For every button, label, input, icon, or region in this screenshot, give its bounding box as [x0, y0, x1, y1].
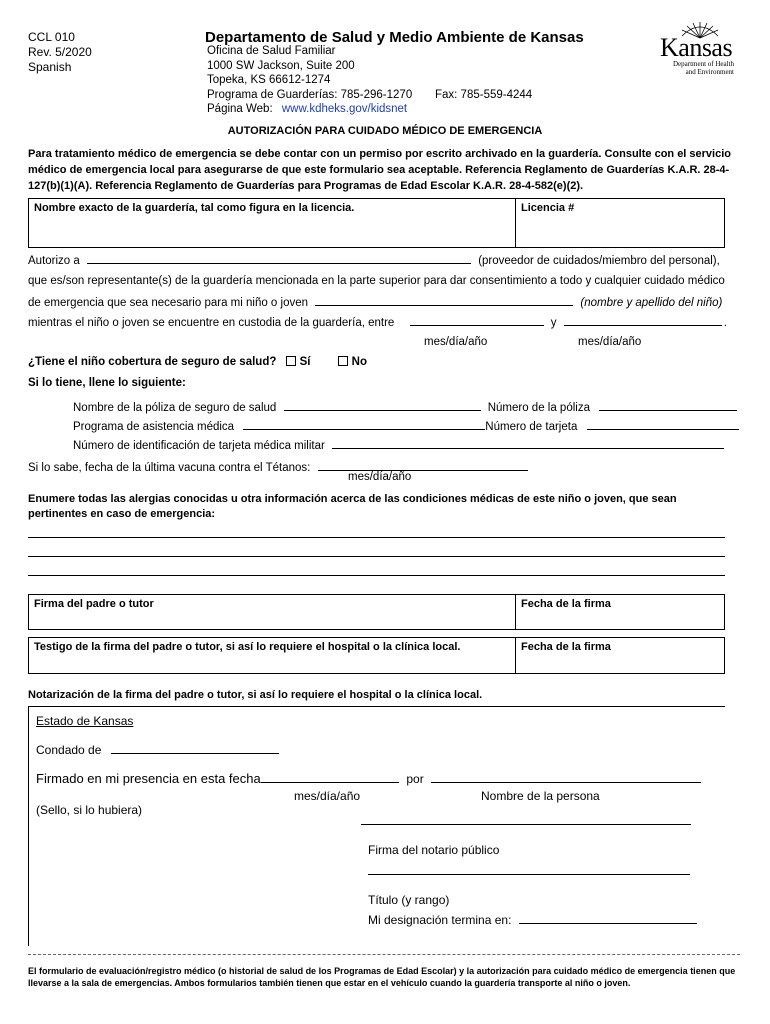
signed-in-presence-label: Firmado en mi presencia en esta fecha — [36, 771, 261, 786]
license-label: Licencia # — [521, 202, 575, 214]
allergies-label: Enumere todas las alergias conocidas u otra información acerca de las condiciones médicas de este niño o joven, que sean pertinentes en caso de emergencia: — [28, 493, 677, 520]
fax-number: Fax: 785-559-4244 — [435, 88, 533, 101]
witness-signature-field[interactable] — [29, 638, 516, 673]
seal-label: (Sello, si lo hubiera) — [36, 803, 143, 817]
signed-date-input[interactable] — [261, 772, 399, 783]
custody-start-hint: mes/día/año — [424, 336, 488, 348]
footer-divider — [28, 954, 740, 955]
medical-program-input[interactable] — [243, 419, 485, 430]
parent-signature-date-field[interactable] — [516, 595, 724, 629]
provider-name-input[interactable] — [87, 253, 471, 264]
authorization-line-2: que es/son representante(s) de la guardería mencionada en la parte superior para dar consentimiento a todo y cualquier cuidado médico — [28, 275, 725, 287]
provider-suffix: (proveedor de cuidados/miembro del personal), — [478, 255, 720, 267]
parent-signature-box — [28, 594, 725, 630]
tetanus-date-hint: mes/día/año — [348, 471, 412, 483]
allergies-line-2[interactable] — [28, 556, 725, 557]
logo-subtitle-2: and Environment — [685, 68, 734, 76]
form-id: CCL 010 — [28, 30, 75, 44]
autorizo-label: Autorizo a — [28, 255, 80, 267]
child-name-row — [28, 295, 722, 309]
military-id-label: Número de identificación de tarjeta médica militar — [73, 440, 325, 452]
tetanus-row — [28, 460, 528, 474]
commission-label: Mi designación termina en: — [368, 913, 512, 927]
child-name-prefix: de emergencia que sea necesario para mi niño o joven — [28, 297, 309, 309]
state-text: Estado de Kansas — [36, 714, 134, 728]
address-line-1: 1000 SW Jackson, Suite 200 — [207, 59, 355, 72]
kdhe-logo — [660, 18, 740, 76]
notary-signature-label: Firma del notario público — [368, 843, 500, 857]
form-id-block — [28, 30, 92, 75]
address-line-2: Topeka, KS 66612-1274 — [207, 74, 331, 86]
logo-wordmark: Kansas — [660, 33, 733, 62]
facility-box — [28, 198, 725, 248]
office-name: Oficina de Salud Familiar — [207, 45, 336, 57]
notary-signature-line[interactable] — [361, 824, 691, 825]
logo-subtitle-1: Department of Health — [672, 60, 734, 68]
insurance-question-row — [28, 356, 367, 368]
policy-row — [73, 400, 737, 414]
notary-section-border — [28, 706, 36, 946]
county-row — [36, 743, 279, 757]
person-name-hint: Nombre de la persona — [481, 789, 600, 803]
parent-signature-label: Firma del padre o tutor — [34, 598, 154, 610]
commission-row — [368, 913, 697, 927]
child-name-hint: (nombre y apellido del niño) — [580, 297, 723, 309]
card-number-input[interactable] — [587, 419, 739, 430]
witness-date-label: Fecha de la firma — [521, 641, 611, 653]
commission-date-input[interactable] — [519, 913, 697, 924]
allergies-line-3[interactable] — [28, 575, 725, 576]
insurance-yes-label: Sí — [299, 356, 311, 368]
witness-signature-label: Testigo de la firma del padre o tutor, si así lo requiere el hospital o la clínica local. — [34, 641, 461, 653]
insurance-if-yes: Si lo tiene, llene lo siguiente: — [28, 377, 186, 389]
military-id-input[interactable] — [332, 438, 724, 449]
custody-dates-row: mientras el niño o joven se encuentre en custodia de la guardería, entre y . — [28, 317, 727, 329]
revision-date: Rev. 5/2020 — [28, 45, 92, 59]
custody-start-date-input[interactable] — [410, 315, 544, 326]
allergies-line-1[interactable] — [28, 537, 725, 538]
county-input[interactable] — [111, 743, 279, 754]
medical-program-label: Programa de asistencia médica — [73, 421, 235, 433]
witness-signature-date-field[interactable] — [516, 638, 724, 673]
language-label: Spanish — [28, 60, 72, 74]
policy-number-input[interactable] — [599, 400, 737, 411]
web-label: Página Web: — [207, 103, 273, 115]
policy-name-label: Nombre de la póliza de seguro de salud — [73, 402, 277, 414]
signer-name-input[interactable] — [431, 772, 701, 783]
state-label — [36, 714, 133, 728]
facility-name-label: Nombre exacto de la guardería, tal como figura en la licencia. — [34, 202, 355, 214]
insurance-no-checkbox[interactable] — [338, 356, 348, 366]
notary-title-line[interactable] — [368, 874, 690, 875]
license-number-field[interactable] — [516, 199, 724, 247]
medical-program-row — [73, 419, 739, 433]
por-label: por — [406, 772, 424, 786]
tetanus-date-input[interactable] — [318, 460, 528, 471]
notarization-heading: Notarización de la firma del padre o tutor, si así lo requiere el hospital o la clínica local. — [28, 689, 483, 701]
parent-signature-field[interactable] — [29, 595, 516, 629]
county-label: Condado de — [36, 743, 102, 757]
facility-name-field[interactable] — [29, 199, 516, 247]
notary-section-top — [28, 706, 725, 707]
military-id-row — [73, 438, 724, 452]
office-contact-block — [207, 44, 533, 117]
policy-number-label: Número de la póliza — [487, 402, 590, 414]
custody-end-hint: mes/día/año — [578, 336, 642, 348]
phone-fax-row — [207, 88, 533, 103]
web-row — [207, 102, 412, 117]
authorize-row — [28, 253, 720, 267]
insurance-no-label: No — [351, 356, 367, 368]
parent-date-label: Fecha de la firma — [521, 598, 611, 610]
insurance-question: ¿Tiene el niño cobertura de seguro de salud? — [28, 356, 277, 368]
tetanus-label: Si lo sabe, fecha de la última vacuna contra el Tétanos: — [28, 462, 311, 474]
witness-signature-box — [28, 637, 725, 674]
custody-and: y — [550, 317, 557, 329]
card-number-label: Número de tarjeta — [485, 421, 578, 433]
insurance-yes-checkbox[interactable] — [286, 356, 296, 366]
footer-note: El formulario de evaluación/registro médico (o historial de salud de los Programas de Edad Escolar) y la autorización para cuidado médico de emergencia tienen que llevarse a la sala de emergencias. Ambos formularios también tienen que estar en el vehículo cuando la guardería transporte al niño o joven. — [28, 966, 736, 988]
phone-number: Programa de Guarderías: 785-296-1270 — [207, 88, 413, 101]
signed-date-hint: mes/día/año — [294, 789, 361, 803]
intro-paragraph: Para tratamiento médico de emergencia se debe contar con un permiso por escrito archivado en la guardería. Consulte con el servicio médico de emergencia local para asegurarse de que este formulario sea aceptable. Referencia Reglamento de Guarderías K.A.R. 28-4-127(b)(1)(A). Referencia Reglamento de Guarderías para Programas de Edad Escolar K.A.R. 28-4-582(e)(2). — [28, 148, 732, 192]
custody-prefix: mientras el niño o joven se encuentre en custodia de la guardería, entre — [28, 317, 395, 329]
signed-date-row — [36, 771, 701, 786]
policy-name-input[interactable] — [284, 400, 481, 411]
title-rank-label: Título (y rango) — [368, 893, 450, 907]
department-title: Departamento de Salud y Medio Ambiente de Kansas — [205, 29, 584, 46]
custody-end-date-input[interactable] — [564, 315, 722, 326]
section-title: AUTORIZACIÓN PARA CUIDADO MÉDICO DE EMERGENCIA — [227, 125, 543, 137]
web-link[interactable]: www.kdheks.gov/kidsnet — [281, 103, 408, 115]
child-name-input[interactable] — [315, 295, 573, 306]
